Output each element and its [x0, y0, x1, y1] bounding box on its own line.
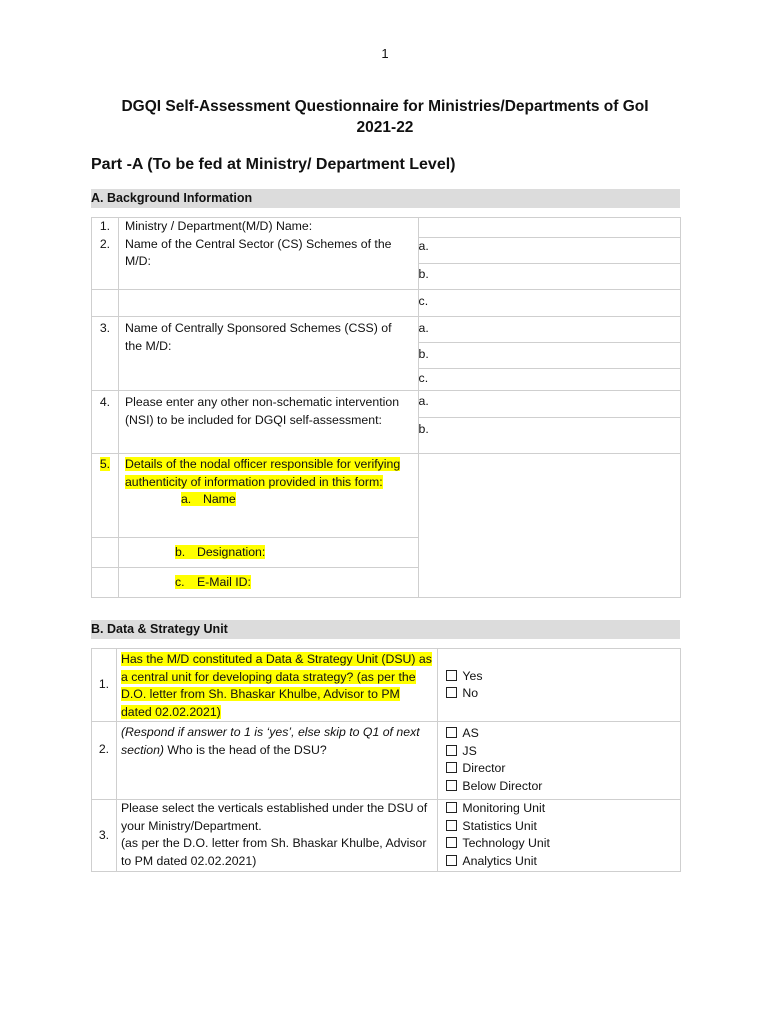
q2-answer-b[interactable]: b.	[418, 264, 680, 290]
q5-c-text: E-Mail ID:	[196, 575, 251, 589]
q3-answer-a[interactable]: a.	[418, 317, 680, 343]
q5-a-text: Name	[202, 492, 236, 506]
option-director[interactable]: Director	[438, 760, 680, 778]
option-technology-unit[interactable]: Technology Unit	[438, 835, 680, 853]
q5-b-text: Designation:	[196, 545, 266, 559]
q5-answer-field[interactable]	[418, 454, 680, 598]
title-line-1: DGQI Self-Assessment Questionnaire for Ministries/Departments of GoI	[121, 98, 649, 115]
b-q3-options	[438, 800, 681, 872]
q1-q2-question-cell	[118, 218, 418, 290]
checkbox-icon[interactable]	[446, 745, 457, 756]
q2-number-cont	[92, 290, 119, 317]
q4-answer-b[interactable]: b.	[418, 418, 680, 454]
page-number: 1	[381, 46, 389, 61]
q2-text: Name of the Central Sector (CS) Schemes of the M/D:	[124, 236, 392, 268]
checkbox-icon[interactable]	[446, 727, 457, 738]
q1-q2-number-cell: 1. 2.	[92, 218, 119, 290]
checkbox-icon[interactable]	[446, 670, 457, 681]
q5-b-number	[92, 538, 119, 568]
checkbox-icon[interactable]	[446, 687, 457, 698]
q5-b-row: b. Designation:	[118, 538, 418, 568]
b-q2-question: (Respond if answer to 1 is ‘yes’, else skip to Q1 of next section) Who is the head of the DSU?	[116, 722, 437, 800]
section-a-header: A. Background Information	[91, 189, 680, 208]
b-q2-options	[438, 722, 681, 800]
q5-number: 5.	[92, 454, 119, 538]
option-below-director[interactable]: Below Director	[438, 778, 680, 796]
checkbox-icon[interactable]	[446, 802, 457, 813]
q3-question: Name of Centrally Sponsored Schemes (CSS) of the M/D:	[118, 317, 418, 391]
option-statistics-unit[interactable]: Statistics Unit	[438, 818, 680, 836]
b-q1-question: Has the M/D constituted a Data & Strategy Unit (DSU) as a central unit for developing data strategy? (as per the D.O. letter from Sh. Bhaskar Khulbe, Advisor to PM dated 02.02.2021)	[116, 649, 437, 722]
b-q1-options	[438, 649, 681, 722]
b-q1-number: 1.	[92, 649, 117, 722]
b-q3-question: Please select the verticals established under the DSU of your Ministry/Department. (as per the D.O. letter from Sh. Bhaskar Khulbe, Advisor to PM dated 02.02.2021)	[116, 800, 437, 872]
b-q2-number: 2.	[92, 722, 117, 800]
q3-answer-c[interactable]: c.	[418, 369, 680, 391]
checkbox-icon[interactable]	[446, 855, 457, 866]
option-js[interactable]: JS	[438, 743, 680, 761]
q3-number: 3.	[92, 317, 119, 391]
title-line-2: 2021-22	[356, 119, 414, 136]
q5-text: Details of the nodal officer responsible for verifying authenticity of information provided in this form:	[124, 457, 401, 489]
part-a-heading: Part -A (To be fed at Ministry/ Department Level)	[91, 156, 456, 173]
data-strategy-unit-table	[91, 648, 681, 872]
option-monitoring-unit[interactable]: Monitoring Unit	[438, 800, 680, 818]
option-yes[interactable]: Yes	[438, 668, 680, 686]
checkbox-icon[interactable]	[446, 837, 457, 848]
q5-c-row: c. E-Mail ID:	[118, 568, 418, 598]
checkbox-icon[interactable]	[446, 762, 457, 773]
q1-answer-field[interactable]	[418, 218, 680, 238]
q4-number: 4.	[92, 391, 119, 454]
q4-question: Please enter any other non-schematic intervention (NSI) to be included for DGQI self-assessment:	[118, 391, 418, 454]
q5-c-number	[92, 568, 119, 598]
q5-a-label: a.	[181, 492, 203, 506]
q4-answer-a[interactable]: a.	[418, 391, 680, 418]
section-b-header: B. Data & Strategy Unit	[91, 620, 680, 639]
q1-text: Ministry / Department(M/D) Name:	[124, 219, 313, 233]
q2-answer-c[interactable]: c.	[418, 290, 680, 317]
q3-answer-b[interactable]: b.	[418, 343, 680, 369]
checkbox-icon[interactable]	[446, 820, 457, 831]
option-analytics-unit[interactable]: Analytics Unit	[438, 853, 680, 871]
q2-question-cont	[118, 290, 418, 317]
option-as[interactable]: AS	[438, 725, 680, 743]
checkbox-icon[interactable]	[446, 780, 457, 791]
option-no[interactable]: No	[438, 685, 680, 703]
q5-question	[118, 454, 418, 538]
b-q3-number: 3.	[92, 800, 117, 872]
document-title	[60, 96, 710, 138]
background-information-table	[91, 217, 681, 598]
q2-answer-a[interactable]: a.	[418, 238, 680, 264]
